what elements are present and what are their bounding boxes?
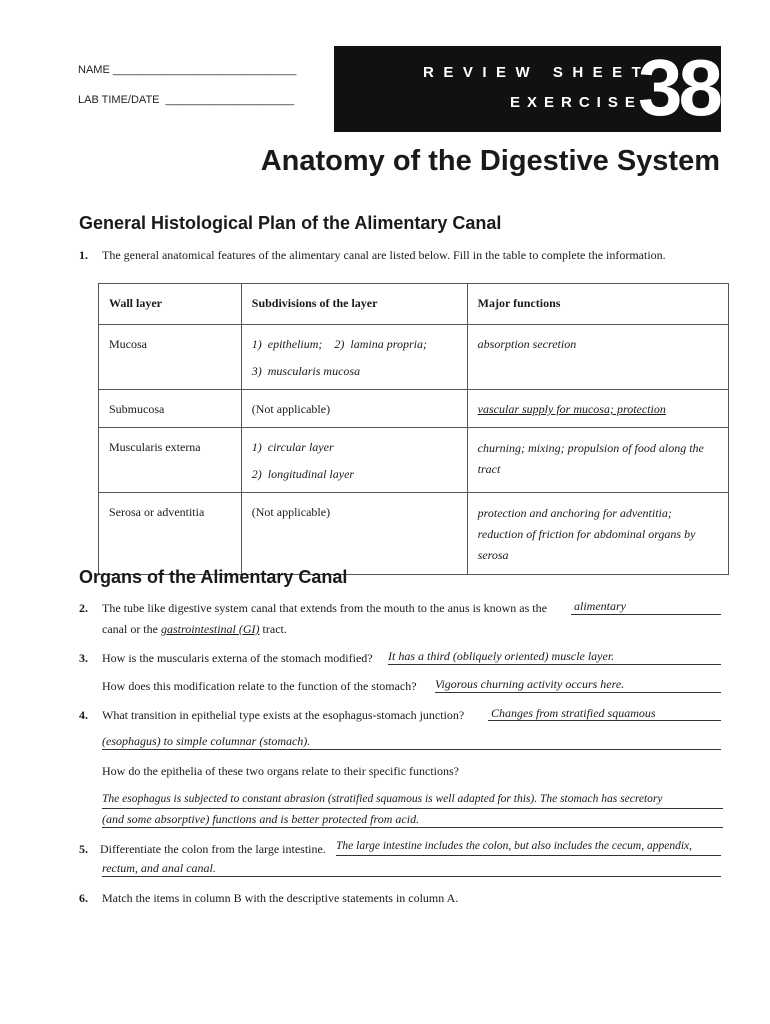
subdivision-line: 3) muscularis mucosa: [251, 364, 361, 378]
q2-line2: [102, 622, 287, 637]
section-heading-organs: Organs of the Alimentary Canal: [79, 567, 348, 587]
q2-answer: alimentary: [574, 599, 626, 613]
cell-layer: Muscularis externa: [99, 428, 242, 493]
cell-subdivisions[interactable]: [241, 428, 467, 493]
name-blank: ______________________________: [112, 64, 297, 76]
name-field[interactable]: [78, 64, 296, 76]
table-row: [99, 325, 729, 390]
q2-text: The tube like digestive system canal that extends from the mouth to the anus is known as the: [102, 601, 547, 615]
q2-line2-pre: canal or the: [102, 622, 158, 636]
q4b-answer-2[interactable]: (and some absorptive) functions and is better protected from acid.: [102, 812, 723, 828]
q4-answer-2[interactable]: (esophagus) to simple columnar (stomach).: [102, 734, 721, 750]
lab-label: LAB TIME/DATE: [78, 94, 160, 106]
q6-number: 6.: [79, 891, 88, 905]
page-title: Anatomy of the Digestive System: [260, 145, 720, 177]
exercise-number: 38: [638, 43, 719, 132]
table-header-row: [99, 284, 729, 325]
section-heading-histology: General Histological Plan of the Alimentary Canal: [79, 213, 502, 233]
q2-line2-post: tract.: [262, 622, 287, 636]
col-header-wall-layer: Wall layer: [99, 284, 242, 325]
q3-number: 3.: [79, 651, 88, 665]
wall-layer-table: [98, 283, 729, 575]
review-sheet-label: REVIEW SHEET: [423, 64, 651, 81]
q3b-answer[interactable]: Vigorous churning activity occurs here.: [435, 677, 721, 693]
q4-answer-1[interactable]: Changes from stratified squamous: [488, 706, 721, 721]
q5-number: 5.: [79, 842, 88, 856]
cell-subdivisions[interactable]: (Not applicable): [241, 390, 467, 428]
q2-answer-line[interactable]: [571, 599, 721, 615]
cell-layer: Submucosa: [99, 390, 242, 428]
q5-answer-2[interactable]: rectum, and anal canal.: [102, 861, 721, 877]
q3-answer[interactable]: It has a third (obliquely oriented) muscle layer.: [388, 649, 721, 665]
q4b-text: How do the epithelia of these two organs relate to their specific functions?: [102, 764, 459, 778]
subdivision-line: 2) longitudinal layer: [251, 467, 355, 481]
q5-text: Differentiate the colon from the large intestine.: [100, 842, 326, 856]
q1-number: 1.: [79, 248, 88, 262]
col-header-functions: Major functions: [467, 284, 728, 325]
exercise-label: EXERCISE: [510, 94, 642, 111]
lab-date-field[interactable]: [78, 94, 294, 106]
cell-functions[interactable]: absorption secretion: [467, 325, 728, 390]
col-header-subdivisions: Subdivisions of the layer: [241, 284, 467, 325]
cell-layer: Serosa or adventitia: [99, 493, 242, 575]
exercise-banner: [334, 43, 721, 132]
name-label: NAME: [78, 64, 110, 76]
cell-functions[interactable]: vascular supply for mucosa; protection: [467, 390, 728, 428]
q5-answer-1[interactable]: The large intestine includes the colon, but also includes the cecum, appendix,: [336, 840, 721, 856]
table-row: [99, 493, 729, 575]
q4-number: 4.: [79, 708, 88, 722]
table-row: [99, 428, 729, 493]
subdivision-line: 1) epithelium; 2) lamina propria;: [251, 337, 427, 351]
lab-blank: _____________________: [165, 94, 295, 106]
table-row: [99, 390, 729, 428]
q1-text: The general anatomical features of the alimentary canal are listed below. Fill in the table to complete the information.: [102, 248, 666, 262]
subdivision-line: 1) circular layer: [251, 440, 334, 454]
cell-layer: Mucosa: [99, 325, 242, 390]
q6-text: Match the items in column B with the descriptive statements in column A.: [102, 891, 459, 905]
cell-subdivisions[interactable]: [241, 325, 467, 390]
q4b-answer-1[interactable]: The esophagus is subjected to constant abrasion (stratified squamous is well adapted for this). The stomach has secretory: [102, 793, 723, 809]
q2-answer-2[interactable]: gastrointestinal (GI): [160, 622, 260, 636]
cell-subdivisions[interactable]: (Not applicable): [241, 493, 467, 575]
q3-text: How is the muscularis externa of the stomach modified?: [102, 651, 373, 665]
q4-text: What transition in epithelial type exists at the esophagus-stomach junction?: [102, 708, 465, 722]
cell-functions[interactable]: churning; mixing; propulsion of food along the tract: [467, 428, 728, 493]
q2-number: 2.: [79, 601, 88, 615]
q3b-text: How does this modification relate to the function of the stomach?: [102, 679, 417, 693]
cell-functions[interactable]: protection and anchoring for adventitia; reduction of friction for abdominal organs by serosa: [467, 493, 728, 575]
